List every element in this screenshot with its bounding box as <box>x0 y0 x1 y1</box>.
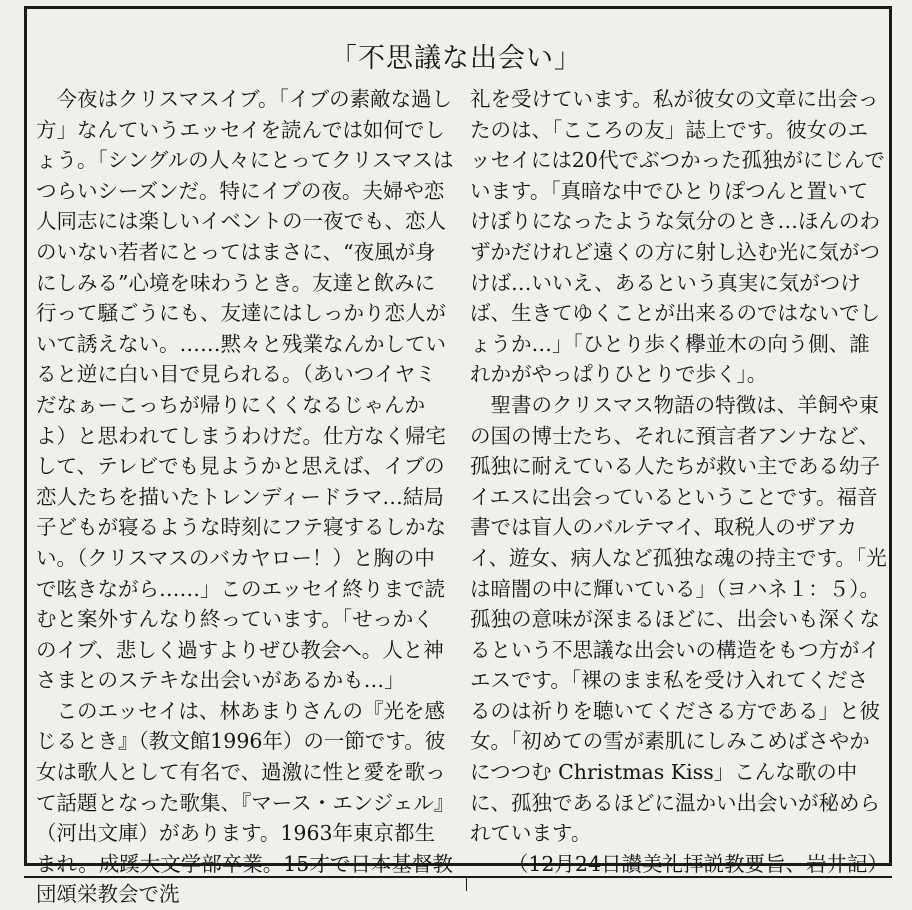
bottom-divider <box>24 876 892 878</box>
paragraph-3: 聖書のクリスマス物語の特徴は、羊飼や東の国の博士たち、それに預言者アンナなど、孤独に耐えている人たちが救い主である幼子イエスに出会っているということです。福音書では盲人のバルテマイ、取税人のザアカイ、遊女、病人など孤独な魂の持主です。「光は暗闇の中に輝いている」（ヨハネ１：５）。孤独の意味が深まるほどに、出会いも深くなるという不思議な出会いの構造をもつ方がイエスです。「裸のまま私を受け入れてくださるのは祈りを聴いてくださる方である」と彼女。「初めての雪が素肌にしみこめばさやかにつつむ Christmas Kiss」こんな歌の中に、孤独であるほどに温かい出会いが秘められています。 <box>470 392 887 846</box>
signature: （12月24日讃美礼拝説教要旨、岩井記） <box>507 851 888 876</box>
left-column <box>36 84 454 910</box>
paragraph-1: 今夜はクリスマスイブ。「イブの素敵な過し方」なんていうエッセイを読んでは如何でしょう。「シングルの人々にとってクリスマスはつらいシーズンだ。特にイブの夜。夫婦や恋人同志には楽しいイベントの一夜でも、恋人のいない若者にとってはまさに、“夜風が身にしみる”心境を味わうとき。友達と飲みに行って騒ごうにも、友達にはしっかり恋人がいて誘えない。……黙々と残業なんかしていると逆に白い目で見られる。（あいつイヤミだなぁーこっちが帰りにくくなるじゃんかよ）と思われてしまうわけだ。仕方なく帰宅して、テレビでも見ようかと思えば、イブの恋人たちを描いたトレンディードラマ…結局子どもが寝るような時刻にフテ寝するしかない。（クリスマスのバカヤロー！）と胸の中で呟きながら……」このエッセイ終りまで読むと案外すんなり終っています。「せっかくのイブ、悲しく過すよりぜひ教会へ。人と神さまとのステキな出会いがあるかも…」 <box>36 87 454 693</box>
column-divider-tick <box>466 876 467 891</box>
article-title: 「不思議な出会い」 <box>330 43 582 74</box>
right-column <box>470 84 888 879</box>
paragraph-2: このエッセイは、林あまりさんの『光を感じるとき』（教文館1996年）の一節です。彼女は歌人として有名で、過激に性と愛を歌って話題となった歌集、『マース・エンジェル』（河出文庫）があります。1963年東京都生まれ。成蹊大文学部卒業。15才で日本基督教団頌栄教会で洗 <box>36 698 453 907</box>
paragraph-2-continued: 礼を受けています。私が彼女の文章に出会ったのは、「こころの友」誌上です。彼女のエッセイには20代でぶつかった孤独がにじんでいます。「真暗な中でひとりぽつんと置いてけぼりになったような気分のとき…ほんのわずかだけれど遠くの方に射し込む光に気がつけば…いいえ、あるという真実に気がつけば、生きてゆくことが出来るのではないでしょうか…」「ひとり歩く欅並木の向う側、誰れかがやっぱりひとりで歩く」。 <box>470 87 885 387</box>
